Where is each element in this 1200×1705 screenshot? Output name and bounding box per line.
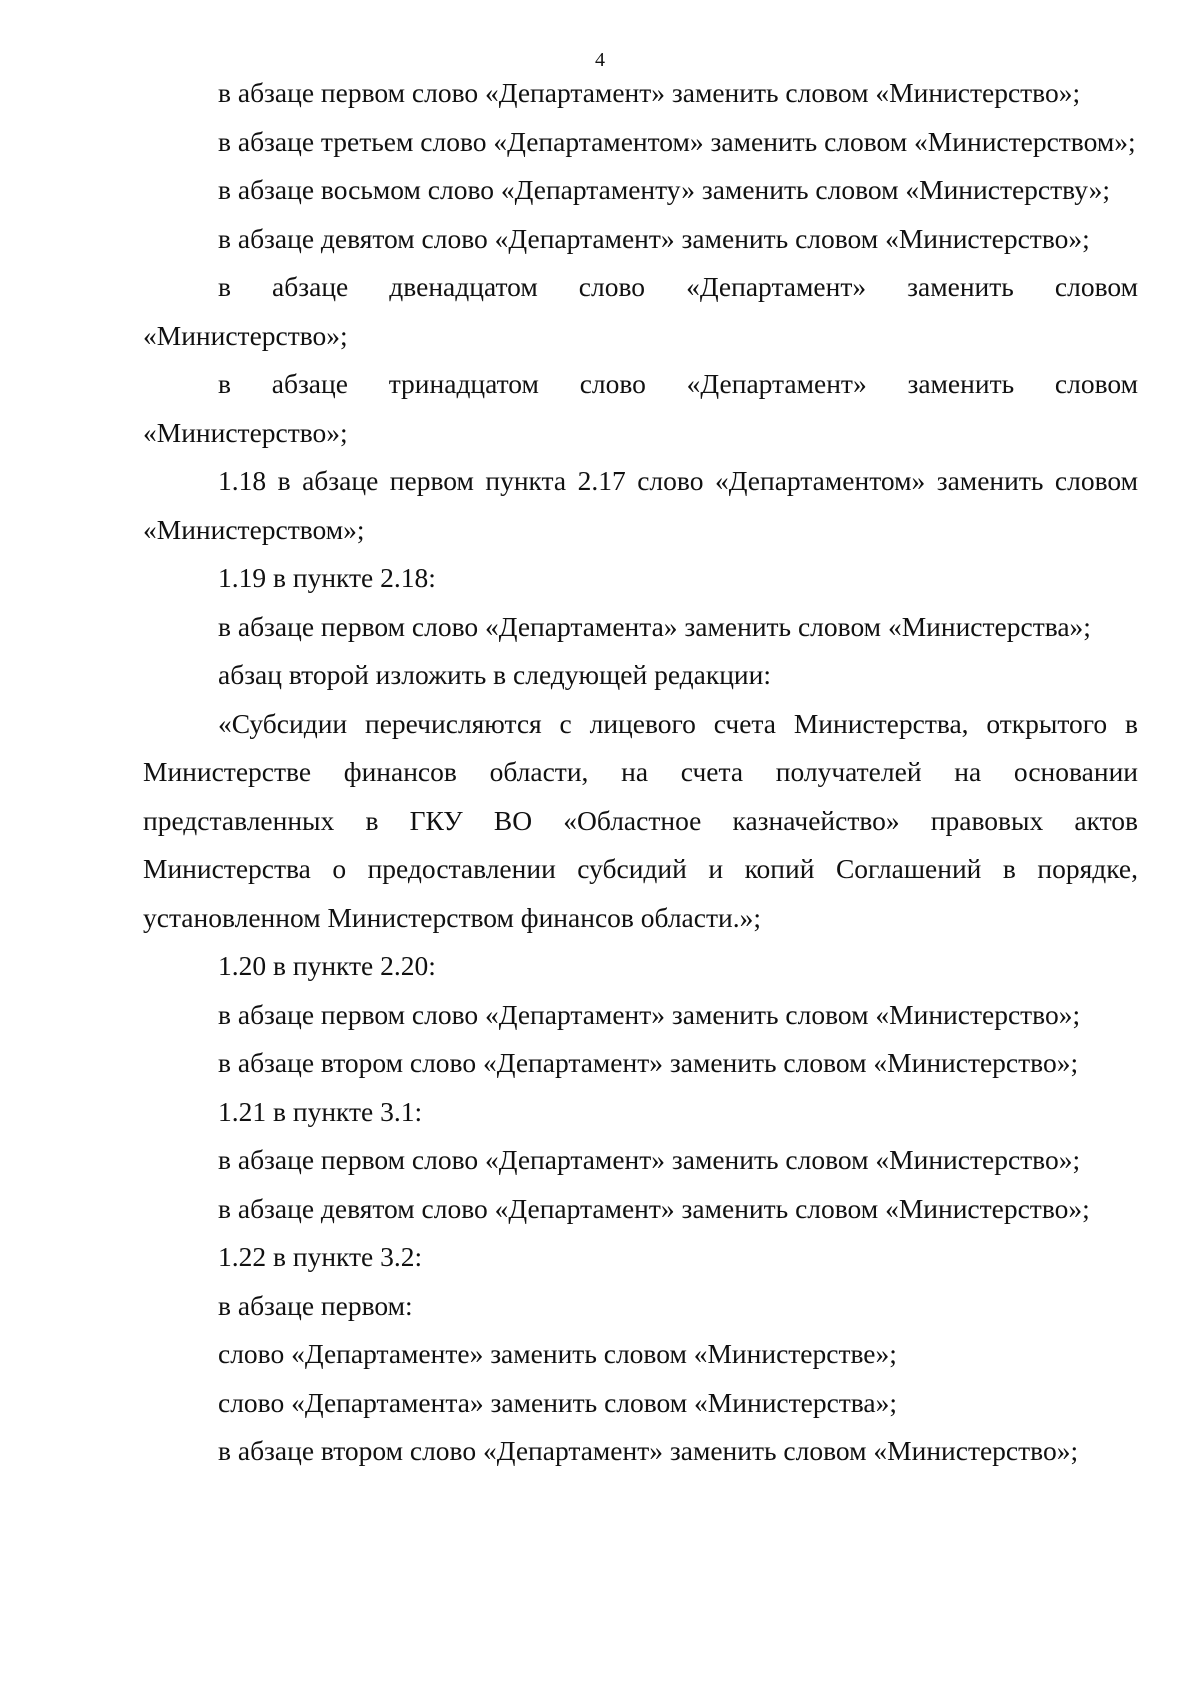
paragraph-13: в абзаце первом слово «Департамент» заменить словом «Министерство»; <box>218 998 1081 1030</box>
paragraph-12: 1.20 в пункте 2.20: <box>218 950 436 981</box>
page-number: 4 <box>595 49 605 71</box>
document-body <box>143 69 1138 1476</box>
paragraph-4: в абзаце девятом слово «Департамент» заменить словом «Министерство»; <box>218 222 1090 254</box>
paragraph-16: в абзаце первом слово «Департамент» заменить словом «Министерство»; <box>218 1144 1081 1175</box>
paragraph-18: 1.22 в пункте 3.2: <box>218 1241 423 1272</box>
paragraph-3: в абзаце восьмом слово «Департаменту» заменить словом «Министерству»; <box>218 174 1111 205</box>
paragraph-20: слово «Департаменте» заменить словом «Министерстве»; <box>218 1338 897 1369</box>
paragraph-19: в абзаце первом: <box>218 1289 413 1321</box>
paragraph-10: абзац второй изложить в следующей редакции: <box>218 659 772 690</box>
paragraph-9: в абзаце первом слово «Департамента» заменить словом «Министерства»; <box>218 610 1091 642</box>
paragraph-6: в абзаце тринадцатом слово «Департамент» заменить словом «Министерство»; <box>143 368 1138 448</box>
paragraph-1: в абзаце первом слово «Департамент» заменить словом «Министерство»; <box>218 77 1081 108</box>
paragraph-21: слово «Департамента» заменить словом «Министерства»; <box>218 1386 898 1418</box>
paragraph-15: 1.21 в пункте 3.1: <box>218 1095 423 1127</box>
paragraph-2: в абзаце третьем слово «Департаментом» заменить словом «Министерством»; <box>218 125 1136 157</box>
paragraph-14: в абзаце втором слово «Департамент» заменить словом «Министерство»; <box>218 1047 1079 1078</box>
paragraph-11: «Субсидии перечисляются с лицевого счета Министерства, открытого в Министерстве финансов области, на счета получателей на основании представленных в ГКУ ВО «Областное казначейство» правовых актов Министерства о предоставлении субсидий и копий Соглашений в порядке, установленном Министерством финансов области.»; <box>143 707 1138 933</box>
paragraph-7: 1.18 в абзаце первом пункта 2.17 слово «Департаментом» заменить словом «Министерством»; <box>143 465 1138 545</box>
paragraph-17: в абзаце девятом слово «Департамент» заменить словом «Министерство»; <box>218 1192 1090 1224</box>
paragraph-8: 1.19 в пункте 2.18: <box>218 562 436 593</box>
paragraph-22: в абзаце втором слово «Департамент» заменить словом «Министерство»; <box>218 1435 1079 1466</box>
paragraph-5: в абзаце двенадцатом слово «Департамент» заменить словом «Министерство»; <box>143 271 1138 351</box>
